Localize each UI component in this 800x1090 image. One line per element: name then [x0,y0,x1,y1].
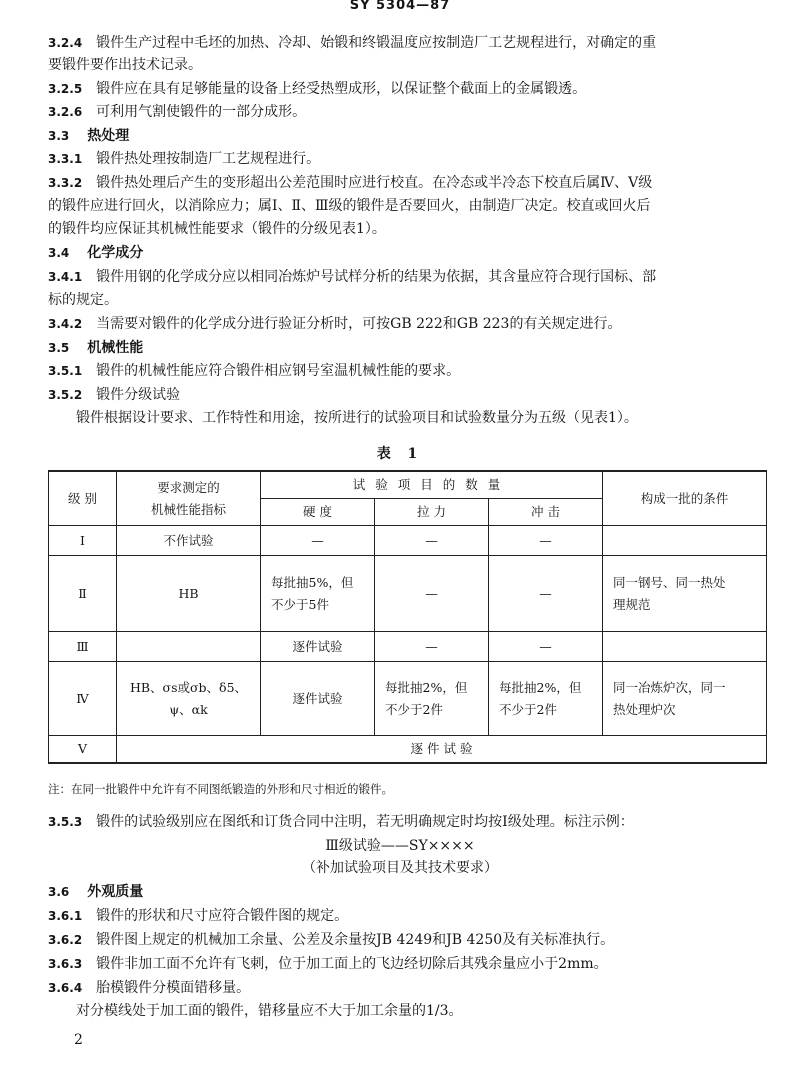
clause-text: 锻件非加工面不允许有飞刺，位于加工面上的飞边经切除后其残余量应小于2mm。 [96,956,608,972]
section-number: 3.3 [48,129,70,143]
clause-3-6-4-body: 对分模线处于加工面的锻件，错移量应不大于加工余量的1/3。 [76,1003,463,1019]
table-row [49,556,767,632]
clause-number: 3.3.1 [48,152,83,166]
header-grade: 级 别 [49,471,117,526]
section-number: 3.5 [48,341,70,355]
cell-properties: HB [117,556,261,632]
page-header: SY 5304—87 [349,0,451,13]
clause-3-3-2-cont2: 的锻件均应保证其机械性能要求（锻件的分级见表1）。 [48,221,386,237]
cell-line: 不少于2件 [385,701,443,717]
cell-line: 每批抽2%，但 [499,679,582,695]
section-number: 3.4 [48,246,70,260]
cell-line: 不少于5件 [271,596,329,612]
clause-text: 锻件图上规定的机械加工余量、公差及余量按JB 4249和JB 4250及有关标准执行。 [96,932,615,948]
cell-batch [603,662,767,736]
table-row [49,736,767,764]
cell-line: HB、σs或σb、δ5、 [129,679,248,695]
clause-3-6-4 [48,978,250,998]
clause-text: 锻件应在具有足够能量的设备上经受热塑成形，以保证整个截面上的金属锻透。 [96,81,587,97]
clause-number: 3.2.4 [48,36,83,50]
cell-line: ψ、αk [169,701,208,717]
clause-number: 3.6.1 [48,909,83,923]
cell-line: 热处理炉次 [613,701,676,717]
clause-3-3-2-cont1: 的锻件应进行回火，以消除应力；属Ⅰ、Ⅱ、Ⅲ级的锻件是否要回火，由制造厂决定。校直或回火后 [48,198,651,214]
clause-3-4-1 [48,267,656,287]
table-header-row [49,471,767,499]
page-number: 2 [74,1032,83,1048]
cell-hardness: 逐件试验 [261,662,375,736]
header-properties-line2: 机械性能指标 [150,501,226,517]
cell-impact: — [489,632,603,662]
cell-tension: — [375,526,489,556]
clause-number: 3.6.2 [48,933,83,947]
clause-3-3-2 [48,173,652,193]
clause-text: 可利用气割使锻件的一部分成形。 [96,104,307,120]
cell-tension: — [375,632,489,662]
clause-3-6-3 [48,954,608,974]
clause-3-6-2 [48,930,614,950]
section-title: 热处理 [87,128,130,144]
clause-3-4-2 [48,314,621,334]
header-batch-conditions: 构成一批的条件 [603,471,767,526]
clause-text: 锻件用钢的化学成分应以相同冶炼炉号试样分析的结果为依据，其含量应符合现行国标、部 [96,269,657,285]
clause-3-2-5 [48,79,586,99]
cell-line: 理规范 [613,596,651,612]
clause-text: 锻件热处理按制造厂工艺规程进行。 [96,151,321,167]
cell-impact: — [489,556,603,632]
cell-impact [489,662,603,736]
cell-tension [375,662,489,736]
clause-text: 当需要对锻件的化学成分进行验证分析时，可按GB 222和GB 223的有关规定进行。 [96,316,622,332]
clause-text: 锻件分级试验 [96,387,181,403]
marking-example-note: （补加试验项目及其技术要求） [302,860,498,876]
cell-impact: — [489,526,603,556]
cell-hardness: 逐件试验 [261,632,375,662]
cell-tension: — [375,556,489,632]
clause-number: 3.6.4 [48,981,83,995]
clause-number: 3.3.2 [48,176,83,190]
section-title: 化学成分 [87,245,144,261]
cell-hardness [261,556,375,632]
clause-text: 锻件的试验级别应在图纸和订货合同中注明，若无明确规定时均按Ⅰ级处理。标注示例： [96,814,634,830]
cell-properties [117,632,261,662]
cell-hardness: — [261,526,375,556]
cell-line: 每批抽2%，但 [385,679,468,695]
table-row [49,526,767,556]
cell-line: 不少于2件 [499,701,557,717]
header-impact: 冲 击 [489,499,603,526]
cell-batch [603,632,767,662]
section-3-4-heading [48,243,143,263]
clause-3-4-1-cont: 标的规定。 [48,292,118,308]
clause-text: 锻件生产过程中毛坯的加热、冷却、始锻和终锻温度应按制造厂工艺规程进行，对确定的重 [96,35,657,51]
table-row [49,662,767,736]
cell-properties: 不作试验 [117,526,261,556]
forging-grade-table [48,470,767,764]
cell-grade: Ⅱ [49,556,117,632]
clause-number: 3.5.3 [48,815,83,829]
section-3-3-heading [48,126,129,146]
clause-number: 3.4.2 [48,317,83,331]
clause-3-5-1 [48,361,460,381]
marking-example: Ⅲ级试验——SY×××× [325,838,475,854]
clause-3-3-1 [48,149,320,169]
clause-3-2-6 [48,102,306,122]
clause-text: 锻件热处理后产生的变形超出公差范围时应进行校直。在冷态或半冷态下校直后属Ⅳ、Ⅴ级 [96,175,653,191]
cell-batch [603,556,767,632]
clause-3-5-2-body: 锻件根据设计要求、工作特性和用途，按所进行的试验项目和试验数量分为五级（见表1）。 [76,410,638,426]
clause-number: 3.6.3 [48,957,83,971]
cell-line: 每批抽5%，但 [271,574,354,590]
clause-3-5-2 [48,385,180,405]
section-title: 机械性能 [87,340,144,356]
clause-3-2-4-cont: 要锻件要作出技术记录。 [48,57,202,73]
clause-number: 3.5.1 [48,364,83,378]
cell-grade: Ⅴ [49,736,117,764]
clause-number: 3.2.6 [48,105,83,119]
clause-3-5-3 [48,812,634,832]
cell-grade: Ⅰ [49,526,117,556]
cell-properties [117,662,261,736]
table-caption: 表 1 [376,446,424,462]
header-test-quantity: 试验项目的数量 [261,471,603,499]
cell-batch [603,526,767,556]
header-hardness: 硬 度 [261,499,375,526]
clause-text: 锻件的机械性能应符合锻件相应钢号室温机械性能的要求。 [96,363,461,379]
clause-3-2-4 [48,33,656,53]
header-properties [117,471,261,526]
header-properties-line1: 要求测定的 [157,479,220,495]
section-3-5-heading [48,338,143,358]
cell-merged-all-tests: 逐 件 试 验 [117,736,767,764]
section-number: 3.6 [48,885,70,899]
cell-line: 同一钢号、同一热处 [613,574,726,590]
table-note: 注：在同一批锻件中允许有不同图纸锻造的外形和尺寸相近的锻件。 [48,782,393,796]
clause-text: 锻件的形状和尺寸应符合锻件图的规定。 [96,908,349,924]
cell-grade: Ⅳ [49,662,117,736]
cell-grade: Ⅲ [49,632,117,662]
clause-number: 3.5.2 [48,388,83,402]
cell-line: 同一冶炼炉次，同一 [613,679,726,695]
clause-number: 3.4.1 [48,270,83,284]
header-tension: 拉 力 [375,499,489,526]
clause-3-6-1 [48,906,348,926]
section-title: 外观质量 [87,884,144,900]
section-3-6-heading [48,882,143,902]
clause-number: 3.2.5 [48,82,83,96]
table-row [49,632,767,662]
clause-text: 胎模锻件分模面错移量。 [96,980,251,996]
